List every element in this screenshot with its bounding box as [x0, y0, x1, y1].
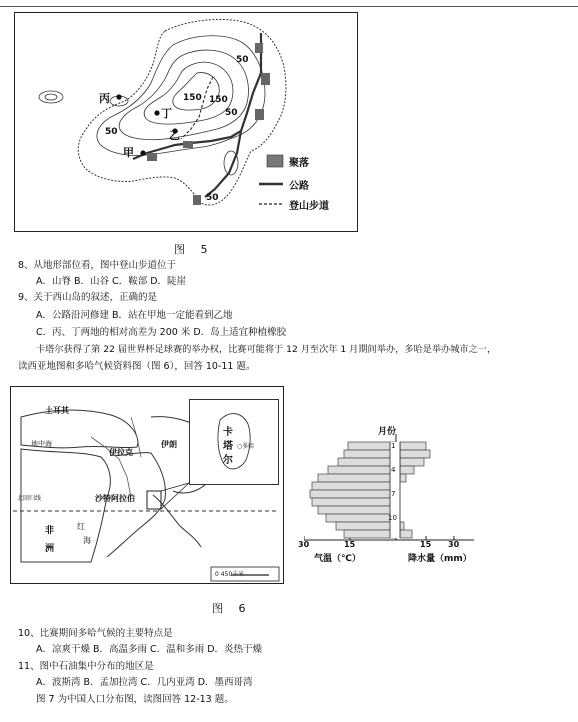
label-yi: 乙: [169, 129, 180, 142]
contour-label-50: 50: [206, 193, 219, 203]
contour-label-150: 150: [183, 93, 202, 103]
label-mediterranean: 地中海: [31, 440, 52, 448]
label-africa-2: 洲: [45, 544, 55, 554]
label-qatar-3: 尔: [223, 455, 233, 466]
label-ding: 丁: [161, 107, 172, 120]
map-scale: 0 450千米: [215, 571, 245, 578]
temp-axis-label: 气温（℃）: [314, 554, 361, 564]
precipitation-bars: [400, 442, 430, 538]
question-8-options: A．山脊 B．山谷 C．鞍部 D．陡崖: [36, 276, 187, 287]
contour-label-50: 50: [105, 127, 118, 137]
question-11-options: A．波斯湾 B．孟加拉湾 C．几内亚湾 D．墨西哥湾: [36, 677, 253, 688]
temp-tick: 30: [298, 540, 310, 549]
label-red-sea-2: 海: [83, 536, 91, 545]
label-doha: ○多哈: [237, 443, 255, 450]
rain-axis-label: 降水量（mm）: [408, 554, 472, 564]
month-tick: 10: [388, 514, 397, 522]
rain-tick: 30: [448, 540, 460, 549]
legend-trail: 登山步道: [289, 201, 329, 212]
label-saudi: 沙特阿拉伯: [95, 494, 135, 503]
contour-label-150: 150: [209, 95, 228, 105]
rain-tick: 15: [420, 540, 432, 549]
label-bing: 丙: [99, 92, 110, 105]
label-qatar-1: 卡: [223, 427, 233, 438]
qatar-inset: [189, 399, 279, 485]
chart-month-title: 月份: [378, 427, 397, 437]
question-9-stem: 9、关于西山岛的叙述，正确的是: [18, 292, 158, 303]
label-qatar-2: 塔: [223, 441, 233, 452]
qatar-outline: [190, 400, 278, 484]
legend-settlement: 聚落: [289, 158, 309, 169]
question-9-options-2: C．丙、丁两地的相对高差为 200 米 D．岛上适宜种植橡胶: [36, 327, 287, 338]
month-tick: 7: [391, 490, 396, 498]
question-10-stem: 10、比赛期间多哈气候的主要特点是: [18, 628, 173, 639]
top-rule: [0, 6, 578, 7]
label-africa-1: 非: [45, 526, 55, 536]
label-iraq: 伊拉克: [109, 448, 133, 457]
paragraph-line-2: 读西亚地图和多哈气候资料图（图 6），回答 10-11 题。: [18, 361, 256, 372]
figure-6-caption: 图 6: [212, 602, 252, 615]
figure-5-map: [14, 12, 358, 232]
label-turkey: 土耳其: [45, 406, 69, 415]
label-iran: 伊朗: [161, 440, 177, 449]
label-tropic: 北回归线: [17, 495, 42, 502]
paragraph-line-1: 卡塔尔获得了第 22 届世界杯足球赛的举办权，比赛可能将于 12 月至次年 1 月期间举办，多哈是举办城市之一，: [36, 344, 497, 355]
paragraph-figure-7: 图 7 为中国人口分布图，读图回答 12-13 题。: [36, 694, 234, 705]
month-tick: 1: [391, 442, 396, 450]
contour-label-50: 50: [225, 108, 238, 118]
label-red-sea-1: 红: [77, 522, 85, 531]
question-9-options-1: A．公路沿河修建 B．站在甲地一定能看到乙地: [36, 310, 233, 321]
figure-5-caption: 图 5: [174, 243, 214, 256]
question-10-options: A．凉爽干燥 B．高温多雨 C．温和多雨 D．炎热干燥: [36, 644, 263, 655]
legend-road: 公路: [289, 181, 309, 192]
contour-label-50: 50: [236, 55, 249, 65]
figure-6-map: [10, 386, 284, 584]
question-11-stem: 11、图中石油集中分布的地区是: [18, 661, 154, 672]
question-8-stem: 8、从地形部位看，图中登山步道位于: [18, 260, 177, 271]
temperature-bars: [310, 442, 396, 538]
month-tick: 4: [391, 466, 396, 474]
doha-climate-chart: [298, 422, 474, 566]
label-jia: 甲: [123, 146, 134, 159]
temp-tick: 15: [344, 540, 356, 549]
